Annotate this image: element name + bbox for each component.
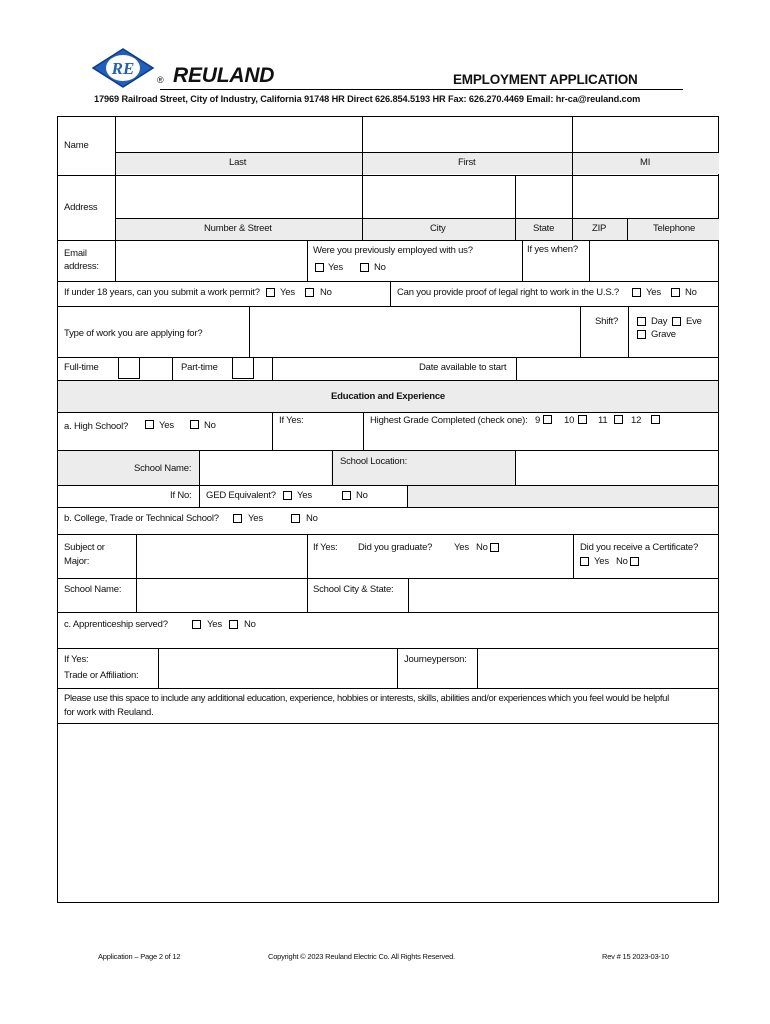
proof-legal-no-checkbox[interactable]	[671, 288, 680, 297]
proof-legal-label: Can you provide proof of legal right to work in the U.S.?	[397, 287, 620, 298]
type-of-work-label: Type of work you are applying for?	[64, 328, 203, 339]
address-label: Address	[64, 202, 98, 213]
graduate-no-label: No	[476, 542, 488, 553]
number-street-label: Number & Street	[204, 223, 272, 234]
apprenticeship-label: c. Apprenticeship served?	[64, 619, 168, 630]
telephone-label: Telephone	[653, 223, 696, 234]
zip-label: ZIP	[592, 223, 607, 234]
rule	[307, 534, 308, 578]
company-address-line: 17969 Railroad Street, City of Industry, California 91748 HR Direct 626.854.5193 HR Fax: 626.270.4469 Email: hr-ca@reuland.com	[94, 94, 641, 104]
hs-if-yes-label: If Yes:	[279, 415, 304, 426]
under18-yes-label: Yes	[280, 287, 295, 298]
subject-label: Subject or	[64, 542, 105, 553]
rule	[199, 485, 200, 507]
ged-yes-checkbox[interactable]	[283, 491, 292, 500]
apprenticeship-yes-label: Yes	[207, 619, 222, 630]
grade-11-checkbox[interactable]	[614, 415, 623, 424]
graduate-checkbox[interactable]	[490, 543, 499, 552]
name-label-shade	[115, 152, 719, 174]
svg-text:RE: RE	[111, 59, 135, 78]
type-of-work-field[interactable]	[250, 307, 579, 356]
shift-eve-label: Eve	[686, 316, 702, 327]
under18-no-label: No	[320, 287, 332, 298]
prev-employed-label: Were you previously employed with us?	[313, 245, 473, 256]
apprenticeship-no-label: No	[244, 619, 256, 630]
zip-telephone-field[interactable]	[573, 176, 718, 217]
rule	[307, 240, 308, 281]
rule	[199, 450, 200, 485]
state-label: State	[533, 223, 555, 234]
high-school-label: a. High School?	[64, 421, 129, 432]
shift-grave-label: Grave	[651, 329, 676, 340]
rule	[272, 412, 273, 450]
certificate-yes-checkbox[interactable]	[580, 557, 589, 566]
grade-12-checkbox[interactable]	[651, 415, 660, 424]
city-field[interactable]	[363, 176, 514, 217]
shift-label: Shift?	[595, 316, 619, 327]
rule	[407, 485, 408, 507]
full-time-checkbox[interactable]	[118, 357, 140, 379]
if-yes-when-label: If yes when?	[527, 244, 578, 255]
certificate-no-label: No	[616, 556, 628, 567]
prev-employed-no-checkbox[interactable]	[360, 263, 369, 272]
subject-label-2: Major:	[64, 556, 90, 567]
college-yes-checkbox[interactable]	[233, 514, 242, 523]
grade-12-label: 12	[631, 415, 642, 426]
rule	[272, 357, 273, 380]
apprenticeship-yes-checkbox[interactable]	[192, 620, 201, 629]
ged-no-checkbox[interactable]	[342, 491, 351, 500]
date-available-label: Date available to start	[419, 362, 507, 373]
ged-label: GED Equivalent?	[206, 490, 276, 501]
certificate-no-checkbox[interactable]	[630, 557, 639, 566]
school-city-state-label: School City & State:	[313, 584, 394, 595]
college-no-checkbox[interactable]	[291, 514, 300, 523]
proof-legal-yes-label: Yes	[646, 287, 661, 298]
prev-employed-yes-label: Yes	[328, 262, 343, 273]
mi-label: MI	[640, 157, 651, 168]
rule	[57, 507, 719, 508]
subject-major-field[interactable]	[137, 535, 306, 577]
education-heading: Education and Experience	[331, 391, 445, 402]
footer-page-number: Application – Page 2 of 12	[98, 952, 181, 961]
hs-school-location-label: School Location:	[340, 456, 408, 467]
grade-9-label: 9	[535, 415, 541, 426]
college-school-name-label: School Name:	[64, 584, 122, 595]
part-time-checkbox[interactable]	[232, 357, 254, 379]
footer-revision: Rev # 15 2023-03-10	[602, 952, 669, 961]
rule	[115, 152, 719, 153]
if-no-label: If No:	[170, 490, 192, 501]
additional-info-textarea[interactable]	[58, 724, 718, 902]
highest-grade-label: Highest Grade Completed (check one):	[370, 415, 528, 426]
additional-info-label-2: for work with Reuland.	[64, 707, 154, 718]
part-time-label: Part-time	[181, 362, 218, 373]
email-field[interactable]	[116, 241, 306, 280]
apprenticeship-no-checkbox[interactable]	[229, 620, 238, 629]
rule	[57, 281, 719, 282]
rule	[57, 688, 719, 689]
prev-employed-no-label: No	[374, 262, 386, 273]
reuland-logo	[92, 48, 154, 88]
shift-eve-checkbox[interactable]	[672, 317, 681, 326]
company-name: REULAND	[173, 64, 275, 87]
if-yes-when-field[interactable]	[590, 241, 718, 280]
school-city-state-field[interactable]	[409, 579, 718, 611]
shift-grave-checkbox[interactable]	[637, 330, 646, 339]
certificate-label: Did you receive a Certificate?	[580, 542, 699, 553]
hs-school-name-label: School Name:	[134, 463, 192, 474]
grade-10-checkbox[interactable]	[578, 415, 587, 424]
footer-copyright: Copyright © 2023 Reuland Electric Co. All Rights Reserved.	[268, 952, 455, 961]
college-no-label: No	[306, 513, 318, 524]
street-field[interactable]	[116, 176, 361, 217]
first-name-field[interactable]	[363, 117, 571, 151]
college-if-yes-label: If Yes:	[313, 542, 338, 553]
certificate-yes-label: Yes	[594, 556, 609, 567]
form-title: EMPLOYMENT APPLICATION	[453, 72, 638, 87]
trade-affiliation-label: Trade or Affiliation:	[64, 670, 139, 681]
email-label: Email	[64, 248, 87, 259]
grade-10-label: 10	[564, 415, 575, 426]
first-label: First	[458, 157, 476, 168]
hs-school-name-field[interactable]	[200, 451, 331, 485]
header-rule	[160, 89, 683, 90]
prev-employed-yes-checkbox[interactable]	[315, 263, 324, 272]
trade-affiliation-field[interactable]	[159, 649, 396, 687]
college-yes-label: Yes	[248, 513, 263, 524]
hs-school-location-field[interactable]	[516, 451, 718, 485]
mi-field[interactable]	[573, 117, 718, 151]
journeyperson-label: Journeyperson:	[404, 654, 467, 665]
registered-mark: ®	[157, 75, 164, 85]
proof-legal-no-label: No	[685, 287, 697, 298]
apprentice-if-yes-label: If Yes:	[64, 654, 89, 665]
additional-info-label: Please use this space to include any additional education, experience, hobbies or interests, skills, abilities and/or experiences which you feel would be helpful	[64, 693, 669, 704]
rule	[363, 412, 364, 450]
rule	[580, 306, 581, 357]
last-name-field[interactable]	[116, 117, 361, 151]
shift-day-checkbox[interactable]	[637, 317, 646, 326]
ged-no-label: No	[356, 490, 368, 501]
rule	[515, 450, 516, 485]
college-school-name-field[interactable]	[137, 579, 306, 611]
high-school-yes-checkbox[interactable]	[145, 420, 154, 429]
grade-9-checkbox[interactable]	[543, 415, 552, 424]
last-label: Last	[229, 157, 247, 168]
high-school-yes-label: Yes	[159, 420, 174, 431]
grade-11-label: 11	[598, 415, 608, 426]
ged-row-shade	[408, 486, 718, 507]
rule	[332, 450, 333, 485]
rule	[57, 412, 719, 413]
proof-legal-yes-checkbox[interactable]	[632, 288, 641, 297]
did-graduate-label: Did you graduate?	[358, 542, 433, 553]
college-label: b. College, Trade or Technical School?	[64, 513, 219, 524]
shift-day-label: Day	[651, 316, 668, 327]
rule	[627, 218, 628, 240]
rule	[522, 240, 523, 281]
full-time-label: Full-time	[64, 362, 99, 373]
state-field[interactable]	[516, 176, 571, 217]
rule	[172, 357, 173, 380]
high-school-no-label: No	[204, 420, 216, 431]
rule	[628, 306, 629, 357]
journeyperson-field[interactable]	[478, 649, 718, 687]
name-label: Name	[64, 140, 89, 151]
rule	[115, 218, 719, 219]
under18-label: If under 18 years, can you submit a work permit?	[64, 287, 260, 298]
ged-yes-label: Yes	[297, 490, 312, 501]
email-label-2: address:	[64, 261, 99, 272]
high-school-no-checkbox[interactable]	[190, 420, 199, 429]
rule	[573, 534, 574, 578]
rule	[390, 281, 391, 306]
under18-no-checkbox[interactable]	[305, 288, 314, 297]
under18-yes-checkbox[interactable]	[266, 288, 275, 297]
graduate-yes-label: Yes	[454, 542, 469, 553]
rule	[57, 612, 719, 613]
rule	[307, 578, 308, 612]
rule	[397, 648, 398, 688]
city-label: City	[430, 223, 446, 234]
date-available-field[interactable]	[517, 358, 718, 379]
